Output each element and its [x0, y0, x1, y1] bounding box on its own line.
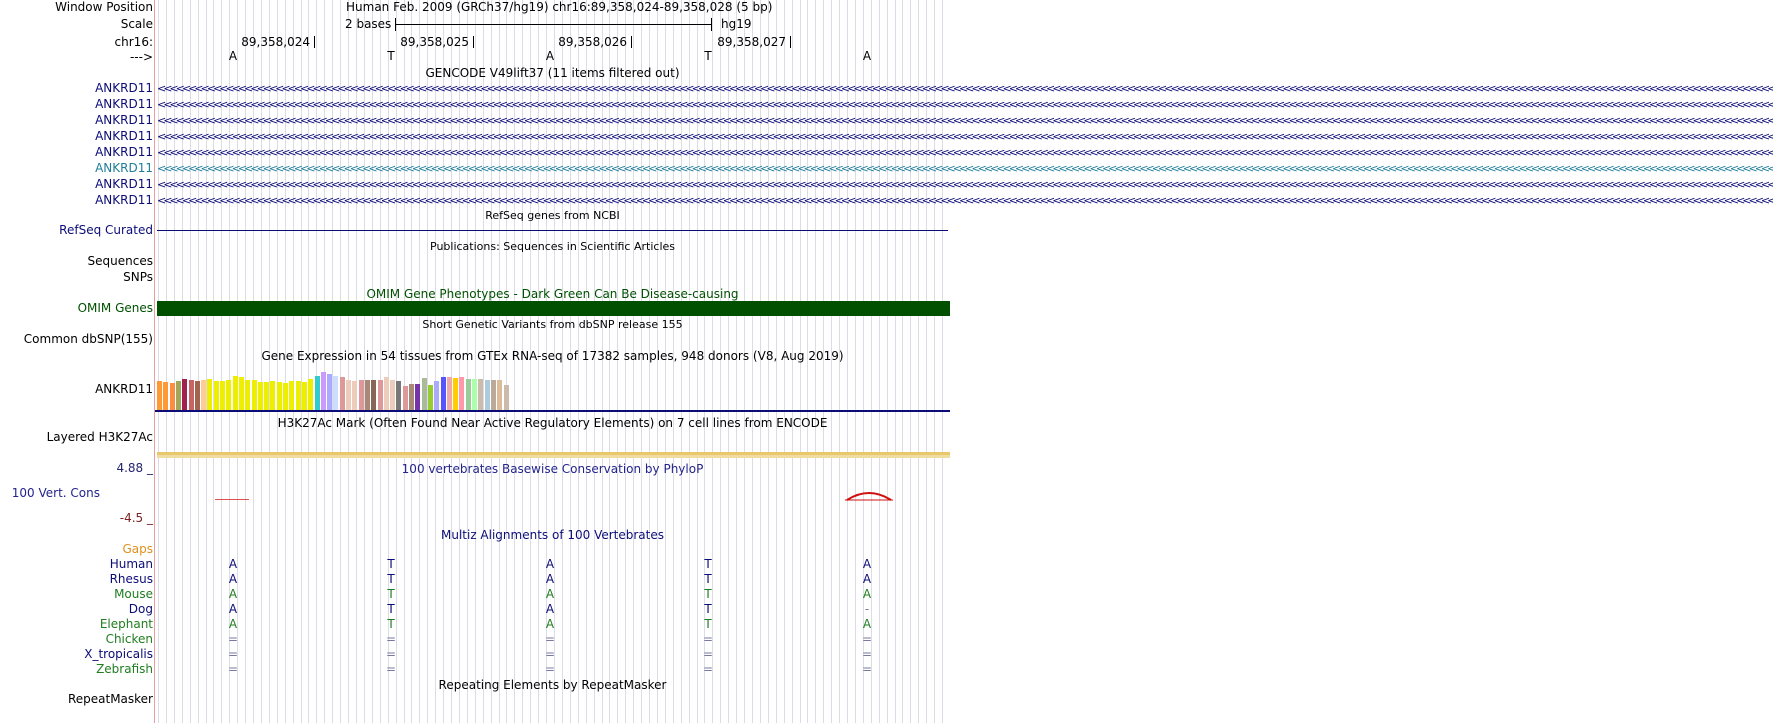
alignment-base: = — [702, 632, 714, 646]
base-letter: A — [545, 49, 555, 63]
alignment-base: A — [862, 617, 872, 631]
gtex-tissue-bar[interactable] — [195, 381, 200, 410]
gtex-tissue-bar[interactable] — [390, 380, 395, 410]
gtex-tissue-bar[interactable] — [170, 383, 175, 410]
alignment-base: = — [227, 662, 239, 676]
scale-bar — [395, 24, 712, 25]
coordinate-label: 89,358,026 — [558, 35, 627, 49]
species-label[interactable]: X_tropicalis — [84, 647, 153, 661]
gtex-tissue-bar[interactable] — [201, 380, 206, 410]
position-title: Human Feb. 2009 (GRCh37/hg19) chr16:89,358,024-89,358,028 (5 bp) — [346, 0, 773, 14]
gtex-tissue-bar[interactable] — [396, 381, 401, 410]
gtex-tissue-bar[interactable] — [371, 380, 376, 410]
gtex-tissue-bar[interactable] — [384, 377, 389, 410]
gencode-transcript[interactable]: <<<<<<<<<<<<<<<<<<<<<<<<<<<<<<<<<<<<<<<<<<<<<<<<<<<<<<<<<<<<<<<<<<<<<<<<<<<<<<<<<<<<<<<<<<<<<<<<<<<<<<<<<<<<<<<<<<<<<<<<<<<<<<<<<<<<<<<<<<<<<<<<<<<<<<<<<<<<<<<<<<<<<<<<<<<<<<<<<<<<<<<<<<<<<<<<<<<<<<<<<<<<<<<<<<<<<<<<<<<<<<<<<<<<<<<<<<<<<<<<<<<<<<<<<<<<<<<<<<<< — [157, 98, 1773, 111]
alignment-base: A — [545, 572, 555, 586]
species-label[interactable]: Chicken — [105, 632, 153, 646]
gtex-baseline — [155, 410, 950, 412]
alignment-base: T — [387, 587, 395, 601]
sequences-label[interactable]: Sequences — [87, 254, 153, 268]
alignment-base: A — [862, 587, 872, 601]
gtex-tissue-bar[interactable] — [283, 383, 288, 410]
gtex-tissue-bar[interactable] — [478, 379, 483, 410]
omim-bar[interactable] — [157, 301, 950, 316]
gencode-transcript[interactable]: <<<<<<<<<<<<<<<<<<<<<<<<<<<<<<<<<<<<<<<<<<<<<<<<<<<<<<<<<<<<<<<<<<<<<<<<<<<<<<<<<<<<<<<<<<<<<<<<<<<<<<<<<<<<<<<<<<<<<<<<<<<<<<<<<<<<<<<<<<<<<<<<<<<<<<<<<<<<<<<<<<<<<<<<<<<<<<<<<<<<<<<<<<<<<<<<<<<<<<<<<<<<<<<<<<<<<<<<<<<<<<<<<<<<<<<<<<<<<<<<<<<<<<<<<<<<<<<<<<<< — [157, 178, 1773, 191]
window-position-label: Window Position — [55, 0, 153, 14]
alignment-base: = — [385, 662, 397, 676]
assembly-label: hg19 — [721, 17, 752, 31]
gtex-tissue-bar[interactable] — [453, 378, 458, 410]
base-letter: A — [862, 49, 872, 63]
publications-title[interactable]: Publications: Sequences in Scientific Articles — [430, 240, 675, 253]
gencode-item-label[interactable]: ANKRD11 — [95, 129, 153, 143]
phylop-title[interactable]: 100 vertebrates Basewise Conservation by PhyloP — [401, 462, 704, 476]
alignment-base: A — [545, 557, 555, 571]
gtex-tissue-bar[interactable] — [441, 377, 446, 410]
gtex-tissue-bar[interactable] — [466, 379, 471, 410]
alignment-base: A — [228, 572, 238, 586]
gtex-tissue-bar[interactable] — [497, 380, 502, 410]
gtex-tissue-bar[interactable] — [333, 376, 338, 410]
species-label[interactable]: Zebrafish — [96, 662, 153, 676]
coordinate-label: 89,358,025 — [400, 35, 469, 49]
gtex-tissue-bar[interactable] — [315, 376, 320, 410]
species-label[interactable]: Rhesus — [109, 572, 153, 586]
alignment-base: T — [704, 572, 712, 586]
phylop-min-label: -4.5 _ — [119, 511, 153, 525]
repeatmasker-title[interactable]: Repeating Elements by RepeatMasker — [438, 678, 667, 692]
alignment-base: A — [228, 587, 238, 601]
gtex-tissue-bar[interactable] — [189, 380, 194, 410]
gtex-tissue-bar[interactable] — [472, 379, 477, 410]
strand-label: ---> — [129, 50, 153, 64]
gtex-tissue-bar[interactable] — [252, 380, 257, 410]
alignment-base: T — [704, 557, 712, 571]
gencode-transcript[interactable]: <<<<<<<<<<<<<<<<<<<<<<<<<<<<<<<<<<<<<<<<<<<<<<<<<<<<<<<<<<<<<<<<<<<<<<<<<<<<<<<<<<<<<<<<<<<<<<<<<<<<<<<<<<<<<<<<<<<<<<<<<<<<<<<<<<<<<<<<<<<<<<<<<<<<<<<<<<<<<<<<<<<<<<<<<<<<<<<<<<<<<<<<<<<<<<<<<<<<<<<<<<<<<<<<<<<<<<<<<<<<<<<<<<<<<<<<<<<<<<<<<<<<<<<<<<<<<<<<<<<< — [157, 146, 1773, 159]
gencode-transcript[interactable]: <<<<<<<<<<<<<<<<<<<<<<<<<<<<<<<<<<<<<<<<<<<<<<<<<<<<<<<<<<<<<<<<<<<<<<<<<<<<<<<<<<<<<<<<<<<<<<<<<<<<<<<<<<<<<<<<<<<<<<<<<<<<<<<<<<<<<<<<<<<<<<<<<<<<<<<<<<<<<<<<<<<<<<<<<<<<<<<<<<<<<<<<<<<<<<<<<<<<<<<<<<<<<<<<<<<<<<<<<<<<<<<<<<<<<<<<<<<<<<<<<<<<<<<<<<<<<<<<<<<< — [157, 130, 1773, 143]
gtex-tissue-bar[interactable] — [264, 382, 269, 410]
gtex-tissue-bar[interactable] — [491, 380, 496, 410]
gtex-tissue-bar[interactable] — [434, 381, 439, 410]
coordinate-label: 89,358,027 — [717, 35, 786, 49]
gtex-tissue-bar[interactable] — [485, 380, 490, 410]
coordinate-tick — [314, 36, 315, 48]
gencode-item-label[interactable]: ANKRD11 — [95, 145, 153, 159]
gtex-tissue-bar[interactable] — [220, 381, 225, 410]
gaps-label[interactable]: Gaps — [122, 542, 153, 556]
gtex-tissue-bar[interactable] — [214, 381, 219, 410]
gtex-tissue-bar[interactable] — [245, 380, 250, 410]
gencode-title[interactable]: GENCODE V49lift37 (11 items filtered out) — [425, 66, 680, 80]
scale-label: Scale — [120, 17, 153, 31]
gtex-tissue-bar[interactable] — [327, 374, 332, 410]
alignment-base: = — [861, 632, 873, 646]
alignment-base: T — [387, 572, 395, 586]
gtex-tissue-bar[interactable] — [415, 384, 420, 410]
alignment-base: = — [544, 647, 556, 661]
gtex-label[interactable]: ANKRD11 — [95, 382, 153, 396]
gtex-tissue-bar[interactable] — [207, 379, 212, 410]
refseq-line[interactable] — [157, 230, 948, 231]
gtex-tissue-bar[interactable] — [352, 381, 357, 410]
gencode-item-label[interactable]: ANKRD11 — [95, 161, 153, 175]
base-letter: T — [387, 49, 395, 63]
gtex-bar-chart[interactable] — [157, 364, 557, 410]
alignment-base: = — [385, 647, 397, 661]
gtex-tissue-bar[interactable] — [308, 379, 313, 410]
dbsnp-title[interactable]: Short Genetic Variants from dbSNP release 155 — [422, 318, 683, 331]
dbsnp-label[interactable]: Common dbSNP(155) — [23, 332, 153, 346]
gtex-tissue-bar[interactable] — [258, 382, 263, 410]
alignment-base: = — [227, 632, 239, 646]
alignment-base: - — [864, 602, 870, 616]
base-letter: T — [704, 49, 712, 63]
gencode-item-label[interactable]: ANKRD11 — [95, 177, 153, 191]
gencode-item-label[interactable]: ANKRD11 — [95, 193, 153, 207]
gtex-tissue-bar[interactable] — [226, 380, 231, 410]
coordinate-tick — [473, 36, 474, 48]
alignment-base: A — [228, 557, 238, 571]
gencode-item-label[interactable]: ANKRD11 — [95, 97, 153, 111]
refseq-label[interactable]: RefSeq Curated — [59, 223, 153, 237]
alignment-base: = — [702, 662, 714, 676]
h3k27ac-title[interactable]: H3K27Ac Mark (Often Found Near Active Regulatory Elements) on 7 cell lines from ENCODE — [277, 416, 828, 430]
gtex-tissue-bar[interactable] — [346, 380, 351, 410]
scale-text: 2 bases — [345, 17, 392, 31]
gtex-tissue-bar[interactable] — [359, 380, 364, 410]
gtex-tissue-bar[interactable] — [378, 380, 383, 410]
alignment-base: = — [861, 662, 873, 676]
alignment-base: T — [704, 617, 712, 631]
gtex-tissue-bar[interactable] — [447, 377, 452, 410]
species-label[interactable]: Human — [109, 557, 153, 571]
multiz-title[interactable]: Multiz Alignments of 100 Vertebrates — [440, 528, 665, 542]
alignment-base: T — [387, 617, 395, 631]
gtex-tissue-bar[interactable] — [403, 386, 408, 410]
alignment-base: = — [385, 632, 397, 646]
repeatmasker-label[interactable]: RepeatMasker — [67, 692, 153, 706]
coordinate-tick — [631, 36, 632, 48]
gtex-tissue-bar[interactable] — [182, 379, 187, 410]
alignment-base: T — [704, 602, 712, 616]
phylop-label[interactable]: 100 Vert. Cons — [11, 486, 100, 500]
gencode-transcript[interactable]: <<<<<<<<<<<<<<<<<<<<<<<<<<<<<<<<<<<<<<<<<<<<<<<<<<<<<<<<<<<<<<<<<<<<<<<<<<<<<<<<<<<<<<<<<<<<<<<<<<<<<<<<<<<<<<<<<<<<<<<<<<<<<<<<<<<<<<<<<<<<<<<<<<<<<<<<<<<<<<<<<<<<<<<<<<<<<<<<<<<<<<<<<<<<<<<<<<<<<<<<<<<<<<<<<<<<<<<<<<<<<<<<<<<<<<<<<<<<<<<<<<<<<<<<<<<<<<<<<<<< — [157, 194, 1773, 207]
species-label[interactable]: Mouse — [114, 587, 153, 601]
h3k27ac-label[interactable]: Layered H3K27Ac — [46, 430, 153, 444]
h3k27ac-signal-light — [157, 455, 950, 458]
alignment-base: = — [702, 647, 714, 661]
gencode-transcript[interactable]: <<<<<<<<<<<<<<<<<<<<<<<<<<<<<<<<<<<<<<<<<<<<<<<<<<<<<<<<<<<<<<<<<<<<<<<<<<<<<<<<<<<<<<<<<<<<<<<<<<<<<<<<<<<<<<<<<<<<<<<<<<<<<<<<<<<<<<<<<<<<<<<<<<<<<<<<<<<<<<<<<<<<<<<<<<<<<<<<<<<<<<<<<<<<<<<<<<<<<<<<<<<<<<<<<<<<<<<<<<<<<<<<<<<<<<<<<<<<<<<<<<<<<<<<<<<<<<<<<<<< — [157, 114, 1773, 127]
gtex-tissue-bar[interactable] — [340, 377, 345, 410]
gtex-tissue-bar[interactable] — [428, 385, 433, 410]
gtex-tissue-bar[interactable] — [409, 384, 414, 410]
gencode-item-label[interactable]: ANKRD11 — [95, 113, 153, 127]
phylop-negative-mark — [215, 499, 249, 500]
alignment-base: A — [545, 617, 555, 631]
gencode-transcript[interactable]: <<<<<<<<<<<<<<<<<<<<<<<<<<<<<<<<<<<<<<<<<<<<<<<<<<<<<<<<<<<<<<<<<<<<<<<<<<<<<<<<<<<<<<<<<<<<<<<<<<<<<<<<<<<<<<<<<<<<<<<<<<<<<<<<<<<<<<<<<<<<<<<<<<<<<<<<<<<<<<<<<<<<<<<<<<<<<<<<<<<<<<<<<<<<<<<<<<<<<<<<<<<<<<<<<<<<<<<<<<<<<<<<<<<<<<<<<<<<<<<<<<<<<<<<<<<<<<<<<<<< — [157, 82, 1773, 95]
scale-bar-right-tick — [711, 18, 712, 31]
gtex-tissue-bar[interactable] — [321, 372, 326, 410]
alignment-base: A — [545, 587, 555, 601]
gtex-tissue-bar[interactable] — [289, 381, 294, 410]
alignment-base: T — [387, 602, 395, 616]
gtex-tissue-bar[interactable] — [422, 378, 427, 410]
alignment-base: = — [227, 647, 239, 661]
gtex-tissue-bar[interactable] — [176, 381, 181, 410]
gtex-tissue-bar[interactable] — [163, 382, 168, 410]
snps-label[interactable]: SNPs — [123, 270, 153, 284]
omim-label[interactable]: OMIM Genes — [77, 301, 153, 315]
gencode-transcript[interactable]: <<<<<<<<<<<<<<<<<<<<<<<<<<<<<<<<<<<<<<<<<<<<<<<<<<<<<<<<<<<<<<<<<<<<<<<<<<<<<<<<<<<<<<<<<<<<<<<<<<<<<<<<<<<<<<<<<<<<<<<<<<<<<<<<<<<<<<<<<<<<<<<<<<<<<<<<<<<<<<<<<<<<<<<<<<<<<<<<<<<<<<<<<<<<<<<<<<<<<<<<<<<<<<<<<<<<<<<<<<<<<<<<<<<<<<<<<<<<<<<<<<<<<<<<<<<<<<<<<<<< — [157, 162, 1773, 175]
gencode-item-label[interactable]: ANKRD11 — [95, 81, 153, 95]
gtex-title[interactable]: Gene Expression in 54 tissues from GTEx RNA-seq of 17382 samples, 948 donors (V8, Aug 2019) — [261, 349, 844, 363]
coordinate-label: 89,358,024 — [241, 35, 310, 49]
alignment-base: A — [545, 602, 555, 616]
alignment-base: A — [228, 617, 238, 631]
phylop-max-label: 4.88 _ — [116, 461, 153, 475]
alignment-base: A — [862, 572, 872, 586]
omim-title[interactable]: OMIM Gene Phenotypes - Dark Green Can Be Disease-causing — [366, 287, 739, 301]
chrom-label: chr16: — [114, 35, 153, 49]
gtex-tissue-bar[interactable] — [277, 382, 282, 410]
gtex-tissue-bar[interactable] — [302, 382, 307, 410]
base-letter: A — [228, 49, 238, 63]
alignment-base: = — [544, 662, 556, 676]
alignment-base: A — [228, 602, 238, 616]
alignment-base: = — [544, 632, 556, 646]
alignment-base: T — [387, 557, 395, 571]
gtex-tissue-bar[interactable] — [157, 381, 162, 410]
gtex-tissue-bar[interactable] — [459, 377, 464, 410]
gtex-tissue-bar[interactable] — [504, 385, 509, 410]
phylop-peak — [845, 490, 893, 502]
coordinate-tick — [790, 36, 791, 48]
gtex-tissue-bar[interactable] — [296, 381, 301, 410]
gtex-tissue-bar[interactable] — [233, 376, 238, 410]
gtex-tissue-bar[interactable] — [239, 377, 244, 410]
gtex-tissue-bar[interactable] — [365, 380, 370, 410]
refseq-title[interactable]: RefSeq genes from NCBI — [485, 209, 620, 222]
scale-bar-left-tick — [395, 18, 396, 31]
alignment-base: T — [704, 587, 712, 601]
alignment-base: A — [862, 557, 872, 571]
species-label[interactable]: Elephant — [99, 617, 153, 631]
gtex-tissue-bar[interactable] — [270, 381, 275, 410]
species-label[interactable]: Dog — [128, 602, 153, 616]
alignment-base: = — [861, 647, 873, 661]
